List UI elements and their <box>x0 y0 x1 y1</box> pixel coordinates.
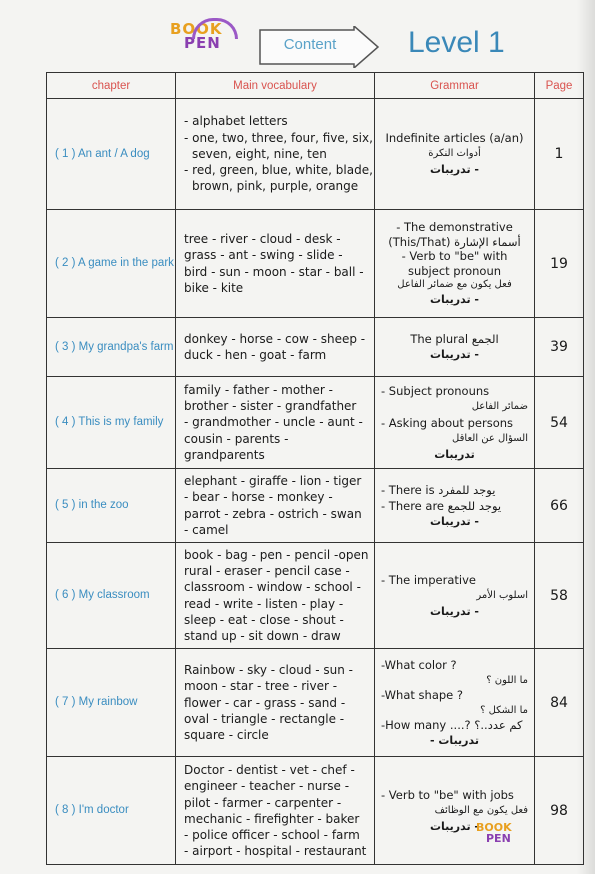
grammar-line-arabic: السؤال عن العاقل <box>452 432 528 444</box>
grammar-line: - Subject pronouns <box>381 383 490 398</box>
table-row <box>47 469 584 543</box>
grammar-line-arabic: ما الشكل ؟ <box>480 704 528 716</box>
page-number: 39 <box>535 318 584 377</box>
chapter-cell: ( 6 ) My classroom <box>47 543 176 649</box>
vocab-line: square - circle <box>184 728 269 743</box>
level-title: Level 1 <box>408 26 505 59</box>
grammar-line: subject pronoun <box>407 263 502 278</box>
vocab-line: Rainbow - sky - cloud - sun - <box>184 663 353 678</box>
page-number: 58 <box>535 543 584 649</box>
grammar-line: - The demonstrative <box>396 220 513 234</box>
vocab-line: - airport - hospital - restaurant <box>184 844 367 859</box>
chapter-cell: ( 5 ) in the zoo <box>47 469 176 543</box>
page-number: 19 <box>535 210 584 318</box>
grammar-line: -What color ? <box>381 657 457 672</box>
content-label: Content <box>283 36 337 53</box>
table-row <box>47 210 584 318</box>
vocab-cell <box>176 99 375 210</box>
vocab-cell <box>176 543 375 649</box>
vocab-cell <box>176 318 375 377</box>
vocab-line: book - bag - pen - pencil -open <box>184 548 369 562</box>
header-page: Page <box>535 73 584 99</box>
grammar-cell <box>375 377 535 469</box>
chapter-cell: ( 7 ) My rainbow <box>47 649 176 757</box>
vocab-line: oval - triangle - rectangle - <box>184 711 345 726</box>
vocab-line: donkey - horse - cow - sheep - <box>184 331 366 346</box>
vocab-cell <box>176 757 375 865</box>
vocab-line: elephant - giraffe - lion - tiger <box>184 474 362 489</box>
grammar-cell <box>375 99 535 210</box>
vocab-line: read - write - listen - play - <box>184 596 344 611</box>
vocab-line: pilot - farmer - carpenter - <box>184 795 342 810</box>
table-row <box>47 318 584 377</box>
vocab-line: tree - river - cloud - desk - <box>184 232 341 247</box>
grammar-line: -How many ....? كم عدد..؟ <box>381 717 523 732</box>
vocab-cell <box>176 377 375 469</box>
vocab-line: - police officer - school - farm <box>184 827 360 842</box>
grammar-line-arabic: فعل يكون مع ضمائر الفاعل <box>397 279 512 290</box>
header-main-vocabulary: Main vocabulary <box>176 73 375 99</box>
bookpen-logo-bottom <box>476 822 512 844</box>
logo-bottom-text: PEN <box>184 34 221 52</box>
grammar-line: (This/That) أسماء الإشارة <box>388 234 521 249</box>
vocab-line: grass - ant - swing - slide - <box>184 248 343 263</box>
vocab-line: stand up - sit down - draw <box>184 629 341 644</box>
grammar-line-arabic: ضمائر الفاعل <box>471 400 528 412</box>
grammar-cell <box>375 649 535 757</box>
contents-table <box>46 72 584 865</box>
vocab-line: moon - star - tree - river - <box>184 679 338 694</box>
vocab-line: rural - eraser - pencil case - <box>184 564 350 579</box>
grammar-line: - There are يوجد للجمع <box>381 498 502 513</box>
vocab-line: - red, green, blue, white, blade, <box>184 163 373 178</box>
grammar-cell <box>375 757 535 865</box>
grammar-line-arabic: - تدريبات <box>429 163 480 176</box>
bookpen-logo <box>170 22 223 50</box>
grammar-line-arabic: - تدريبات <box>429 604 480 618</box>
table-header-row <box>47 73 584 99</box>
grammar-line-arabic: فعل يكون مع الوظائف <box>434 804 528 816</box>
grammar-line-arabic: تدريبات <box>434 447 475 461</box>
chapter-cell: ( 1 ) An ant / A dog <box>47 99 176 210</box>
page-number: 1 <box>535 99 584 210</box>
logo-top-text: BOOK <box>476 821 512 834</box>
page-number: 84 <box>535 649 584 757</box>
vocab-line: grandparents <box>184 447 265 462</box>
vocab-line: seven, eight, nine, ten <box>192 146 327 161</box>
grammar-line-arabic: ما اللون ؟ <box>486 674 528 686</box>
vocab-line: flower - car - grass - sand - <box>184 695 346 710</box>
vocab-line: cousin - parents - <box>184 431 289 446</box>
vocab-line: duck - hen - goat - farm <box>184 348 327 362</box>
header-grammar: Grammar <box>375 73 535 99</box>
content-arrow-banner <box>258 26 376 66</box>
grammar-line: Indefinite articles (a/an) <box>385 131 524 145</box>
vocab-line: family - father - mother - <box>184 382 333 397</box>
vocab-line: parrot - zebra - ostrich - swan <box>184 506 362 521</box>
logo-top-text: BOOK <box>170 20 223 38</box>
page-number: 98 <box>535 757 584 865</box>
grammar-cell <box>375 469 535 543</box>
vocab-line: - alphabet letters <box>184 114 288 129</box>
table-row <box>47 757 584 865</box>
vocab-cell <box>176 469 375 543</box>
grammar-line: -What shape ? <box>381 687 464 702</box>
vocab-line: - grandmother - uncle - aunt - <box>184 415 363 430</box>
grammar-line: - Verb to "be" with jobs <box>381 787 514 802</box>
grammar-line: The plural الجمع <box>410 332 499 346</box>
vocab-line: mechanic - firefighter - baker <box>184 811 360 826</box>
vocab-line: Doctor - dentist - vet - chef - <box>184 763 355 778</box>
page-number: 54 <box>535 377 584 469</box>
vocab-line: bird - sun - moon - star - ball - <box>184 264 364 279</box>
vocab-line: - camel <box>184 522 229 537</box>
chapter-cell: ( 3 ) My grandpa's farm <box>47 318 176 377</box>
grammar-line-arabic: أدوات النكرة <box>428 148 481 159</box>
vocab-cell <box>176 210 375 318</box>
grammar-line: - Verb to "be" with <box>401 249 508 263</box>
vocab-line: classroom - window - school - <box>184 580 361 595</box>
vocab-line: bike - kite <box>184 280 244 295</box>
chapter-cell: ( 8 ) I'm doctor <box>47 757 176 865</box>
grammar-line: - There is يوجد للمفرد <box>381 482 496 497</box>
vocab-line: brother - sister - grandfather <box>184 399 357 414</box>
page-number: 66 <box>535 469 584 543</box>
vocab-line: engineer - teacher - nurse - <box>184 779 350 794</box>
table-row <box>47 99 584 210</box>
grammar-line-arabic: - تدريبات <box>429 292 480 306</box>
grammar-line-arabic: - تدريبات <box>429 819 480 833</box>
table-row <box>47 377 584 469</box>
grammar-line-arabic: - تدريبات <box>429 514 480 528</box>
grammar-cell <box>375 318 535 377</box>
vocab-line: sleep - eat - close - shout - <box>184 612 344 627</box>
vocab-line: - one, two, three, four, five, six, <box>184 130 373 145</box>
logo-bottom-text: PEN <box>486 832 511 845</box>
grammar-line-arabic: تدريبات - <box>429 733 480 747</box>
grammar-line-arabic: - تدريبات <box>429 348 480 361</box>
vocab-cell <box>176 649 375 757</box>
chapter-cell: ( 2 ) A game in the park <box>47 210 176 318</box>
grammar-cell <box>375 210 535 318</box>
grammar-line-arabic: اسلوب الأمر <box>476 589 528 601</box>
grammar-line: - Asking about persons <box>381 415 514 430</box>
vocab-line: - bear - horse - monkey - <box>184 490 333 505</box>
table-row <box>47 649 584 757</box>
header-chapter: chapter <box>47 73 176 99</box>
table-row <box>47 543 584 649</box>
vocab-line: brown, pink, purple, orange <box>192 179 359 194</box>
grammar-line: - The imperative <box>381 572 476 587</box>
grammar-cell <box>375 543 535 649</box>
chapter-cell: ( 4 ) This is my family <box>47 377 176 469</box>
